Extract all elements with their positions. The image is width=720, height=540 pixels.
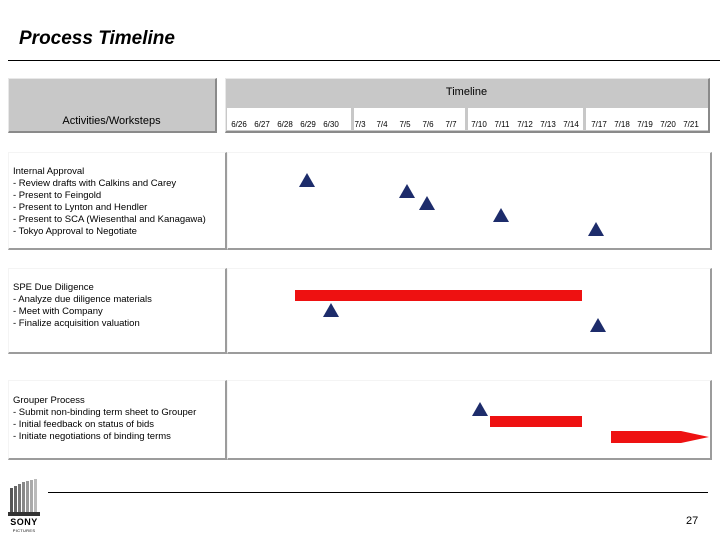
activity-bar xyxy=(295,290,582,301)
date-label: 6/30 xyxy=(323,120,339,129)
section-internal-approval-timeline xyxy=(227,152,712,250)
sony-pictures-logo xyxy=(4,478,44,536)
sony-pictures-emblem-icon xyxy=(4,478,44,518)
date-label: 7/18 xyxy=(614,120,630,129)
section-item: - Present to SCA (Wiesenthal and Kanagawa) xyxy=(13,214,206,225)
section-item: - Analyze due diligence materials xyxy=(13,294,152,305)
date-label: 7/14 xyxy=(563,120,579,129)
milestone-marker xyxy=(472,402,488,416)
section-item: - Review drafts with Calkins and Carey xyxy=(13,178,177,189)
date-label: 7/7 xyxy=(445,120,457,129)
section-title: Internal Approval xyxy=(13,166,85,177)
logo-text: SONY xyxy=(10,517,38,527)
activity-arrow xyxy=(611,430,710,444)
date-label: 7/6 xyxy=(422,120,434,129)
section-item: - Present to Lynton and Hendler xyxy=(13,202,148,213)
activity-bar xyxy=(490,416,582,427)
section-internal-approval-label-cell xyxy=(8,152,227,250)
date-label: 7/10 xyxy=(471,120,487,129)
date-label: 7/4 xyxy=(376,120,388,129)
section-item: - Finalize acquisition valuation xyxy=(13,318,140,329)
milestone-marker xyxy=(399,184,415,198)
page-number: 27 xyxy=(686,515,699,527)
logo-subtext: PICTURES xyxy=(12,528,36,533)
section-item: - Meet with Company xyxy=(13,306,103,317)
section-text xyxy=(13,166,206,238)
date-row xyxy=(225,108,710,132)
section-text xyxy=(13,282,152,330)
section-item: - Initial feedback on status of bids xyxy=(13,419,154,430)
date-label: 6/29 xyxy=(300,120,316,129)
section-due-diligence-timeline xyxy=(227,268,712,354)
date-label: 7/12 xyxy=(517,120,533,129)
section-due-diligence-label-cell xyxy=(8,268,227,354)
milestone-marker xyxy=(493,208,509,222)
section-title: SPE Due Diligence xyxy=(13,282,94,293)
milestone-marker xyxy=(299,173,315,187)
footer-divider xyxy=(48,492,708,493)
section-item: - Initiate negotiations of binding terms xyxy=(13,431,171,442)
date-label: 7/3 xyxy=(354,120,366,129)
section-item: - Tokyo Approval to Negotiate xyxy=(13,226,137,237)
milestone-marker xyxy=(588,222,604,236)
section-item: - Submit non-binding term sheet to Grouper xyxy=(13,407,197,418)
timeline-header-label: Timeline xyxy=(445,86,488,98)
date-label: 7/21 xyxy=(683,120,699,129)
date-label: 6/27 xyxy=(254,120,270,129)
section-grouper-process-timeline xyxy=(227,380,712,460)
date-label: 7/19 xyxy=(637,120,653,129)
date-label: 7/17 xyxy=(591,120,607,129)
milestone-marker xyxy=(590,318,606,332)
milestone-marker xyxy=(419,196,435,210)
milestone-marker xyxy=(323,303,339,317)
section-text xyxy=(13,395,196,443)
date-label: 7/13 xyxy=(540,120,556,129)
date-label: 6/26 xyxy=(231,120,247,129)
date-label: 6/28 xyxy=(277,120,293,129)
section-grouper-process-label-cell xyxy=(8,380,227,460)
date-labels xyxy=(225,120,710,130)
date-label: 7/20 xyxy=(660,120,676,129)
page-title: Process Timeline xyxy=(19,28,175,49)
date-label: 7/5 xyxy=(399,120,411,129)
activities-header xyxy=(8,78,217,133)
section-title: Grouper Process xyxy=(13,395,85,406)
activities-header-label: Activities/Worksteps xyxy=(62,115,161,127)
date-label: 7/11 xyxy=(494,120,510,129)
title-divider xyxy=(8,60,720,61)
section-item: - Present to Feingold xyxy=(13,190,102,201)
